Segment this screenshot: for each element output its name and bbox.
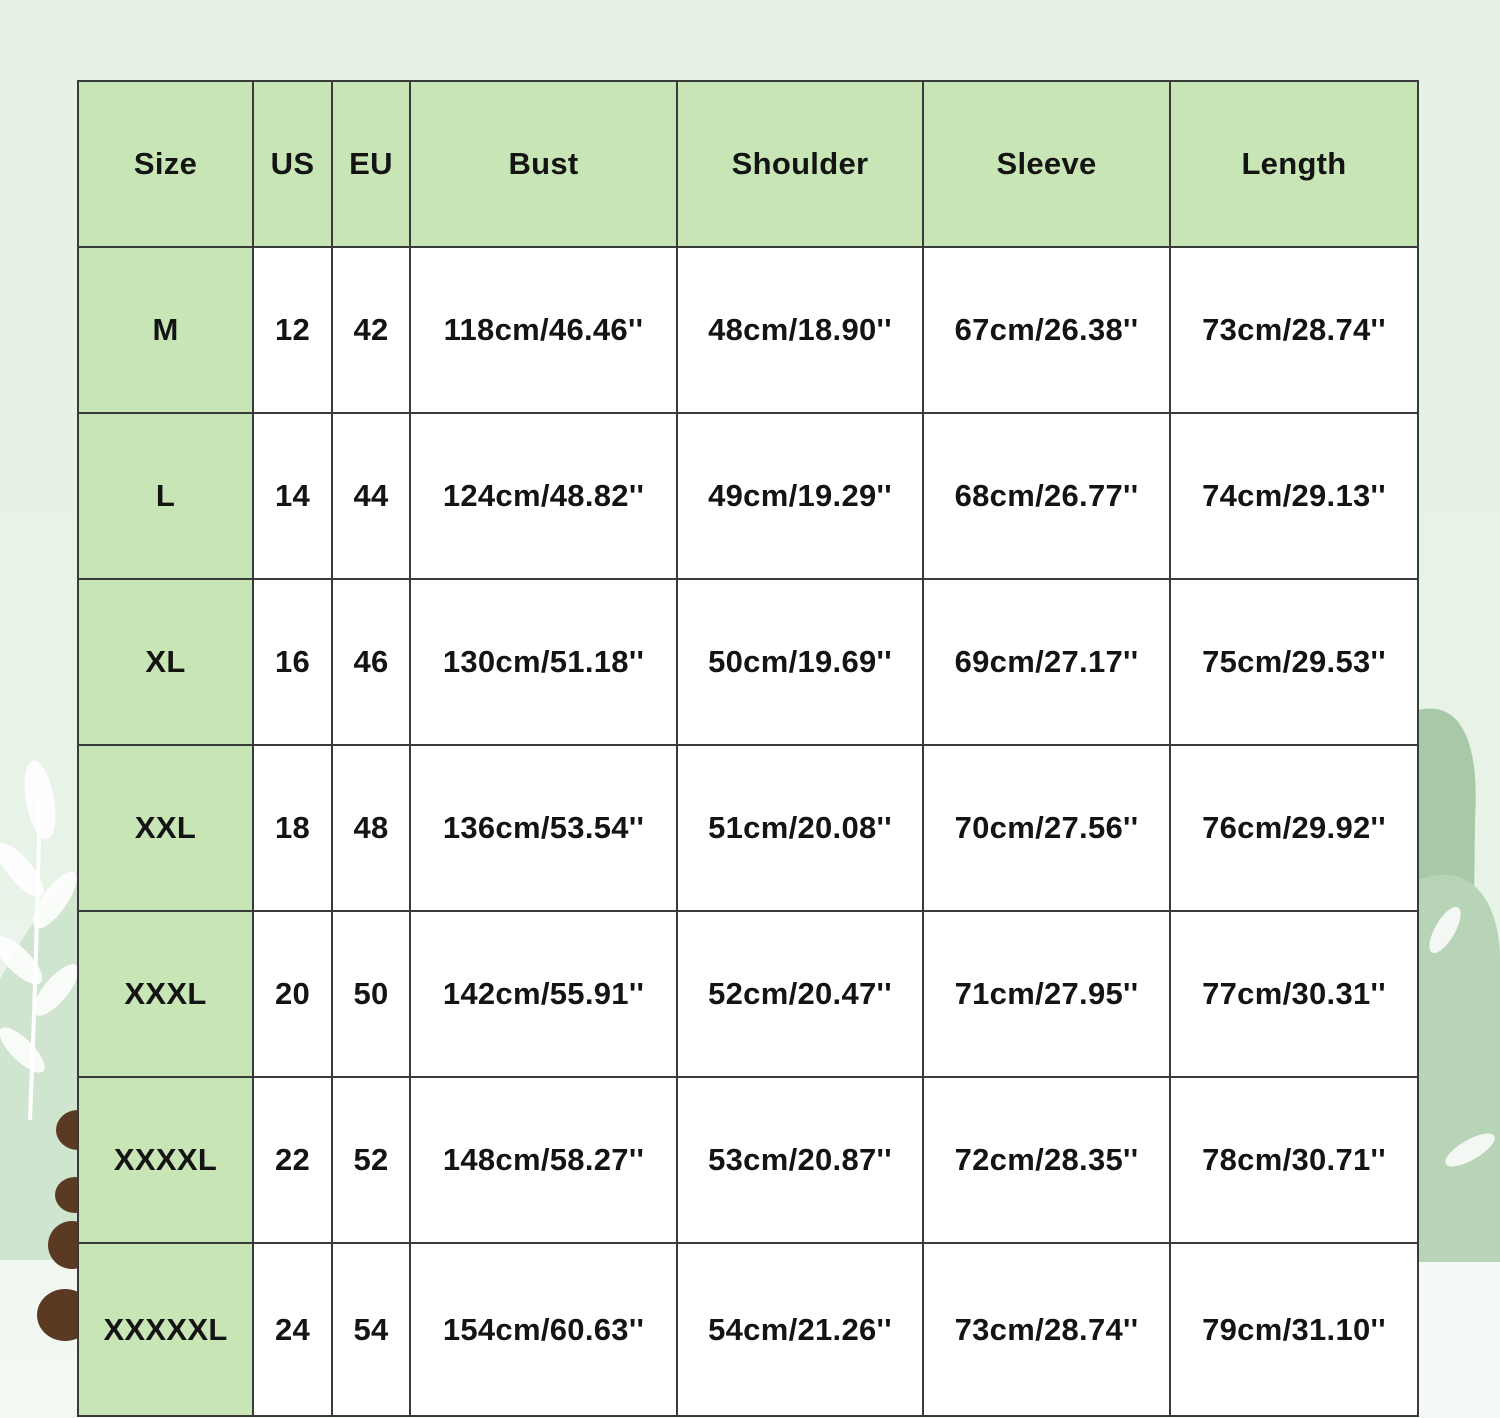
header-bust: Bust: [410, 81, 677, 247]
us-cell: 18: [253, 745, 332, 911]
table-row: [78, 247, 1418, 413]
length-cell: 77cm/30.31'': [1170, 911, 1418, 1077]
bust-cell: 142cm/55.91'': [410, 911, 677, 1077]
shoulder-cell: 51cm/20.08'': [677, 745, 923, 911]
bust-cell: 118cm/46.46'': [410, 247, 677, 413]
eu-cell: 52: [332, 1077, 410, 1243]
eu-cell: 42: [332, 247, 410, 413]
sleeve-cell: 68cm/26.77'': [923, 413, 1170, 579]
us-cell: 14: [253, 413, 332, 579]
bust-cell: 154cm/60.63'': [410, 1243, 677, 1416]
eu-cell: 48: [332, 745, 410, 911]
table-row: [78, 1243, 1418, 1416]
size-cell: XXXXXL: [78, 1243, 253, 1416]
us-cell: 16: [253, 579, 332, 745]
header-length: Length: [1170, 81, 1418, 247]
us-cell: 20: [253, 911, 332, 1077]
header-size: Size: [78, 81, 253, 247]
header-us: US: [253, 81, 332, 247]
size-cell: XXL: [78, 745, 253, 911]
size-cell: XXXL: [78, 911, 253, 1077]
sleeve-cell: 71cm/27.95'': [923, 911, 1170, 1077]
length-cell: 74cm/29.13'': [1170, 413, 1418, 579]
shoulder-cell: 54cm/21.26'': [677, 1243, 923, 1416]
length-cell: 76cm/29.92'': [1170, 745, 1418, 911]
bust-cell: 136cm/53.54'': [410, 745, 677, 911]
eu-cell: 46: [332, 579, 410, 745]
header-shoulder: Shoulder: [677, 81, 923, 247]
size-cell: M: [78, 247, 253, 413]
right-bottom-bg: [1418, 1262, 1500, 1418]
size-chart-table: [77, 80, 1419, 1417]
eu-cell: 54: [332, 1243, 410, 1416]
us-cell: 22: [253, 1077, 332, 1243]
shoulder-cell: 52cm/20.47'': [677, 911, 923, 1077]
bust-cell: 148cm/58.27'': [410, 1077, 677, 1243]
size-cell: XXXXL: [78, 1077, 253, 1243]
us-cell: 12: [253, 247, 332, 413]
table-row: [78, 1077, 1418, 1243]
table-row: [78, 911, 1418, 1077]
table-row: [78, 745, 1418, 911]
us-cell: 24: [253, 1243, 332, 1416]
sleeve-cell: 67cm/26.38'': [923, 247, 1170, 413]
sleeve-cell: 72cm/28.35'': [923, 1077, 1170, 1243]
header-row: [78, 81, 1418, 247]
header-eu: EU: [332, 81, 410, 247]
shoulder-cell: 50cm/19.69'': [677, 579, 923, 745]
sleeve-cell: 73cm/28.74'': [923, 1243, 1170, 1416]
table-row: [78, 413, 1418, 579]
bust-cell: 130cm/51.18'': [410, 579, 677, 745]
shoulder-cell: 53cm/20.87'': [677, 1077, 923, 1243]
size-cell: L: [78, 413, 253, 579]
eu-cell: 44: [332, 413, 410, 579]
right-leaf-shape-2: [1418, 875, 1500, 1270]
length-cell: 78cm/30.71'': [1170, 1077, 1418, 1243]
length-cell: 75cm/29.53'': [1170, 579, 1418, 745]
header-sleeve: Sleeve: [923, 81, 1170, 247]
shoulder-cell: 48cm/18.90'': [677, 247, 923, 413]
sleeve-cell: 69cm/27.17'': [923, 579, 1170, 745]
shoulder-cell: 49cm/19.29'': [677, 413, 923, 579]
bust-cell: 124cm/48.82'': [410, 413, 677, 579]
size-cell: XL: [78, 579, 253, 745]
sleeve-cell: 70cm/27.56'': [923, 745, 1170, 911]
length-cell: 79cm/31.10'': [1170, 1243, 1418, 1416]
table-row: [78, 579, 1418, 745]
eu-cell: 50: [332, 911, 410, 1077]
length-cell: 73cm/28.74'': [1170, 247, 1418, 413]
